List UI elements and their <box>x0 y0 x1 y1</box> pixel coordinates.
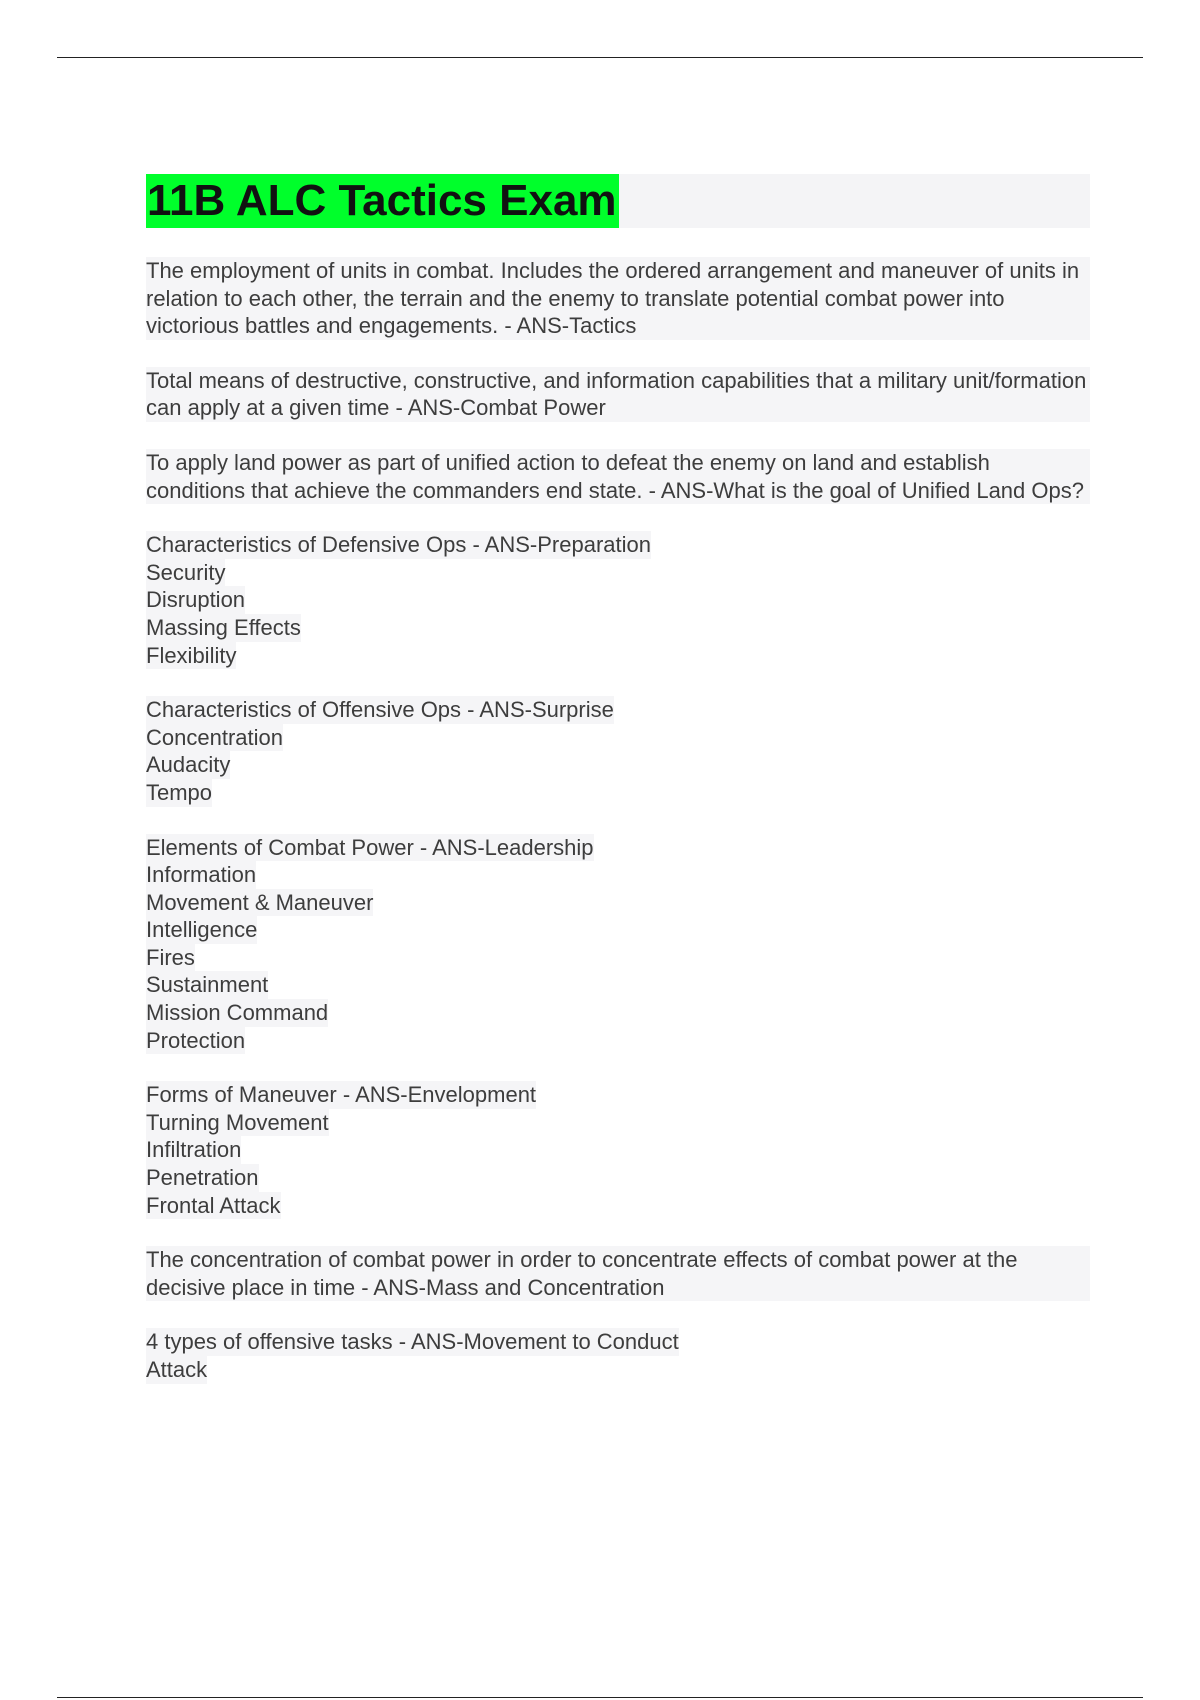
flashcard-answer-item: Information <box>146 862 257 888</box>
flashcard-answer-item: Protection <box>146 1027 246 1053</box>
flashcard <box>146 531 1090 669</box>
bottom-rule <box>57 1697 1143 1698</box>
flashcard-answer-item: Intelligence <box>146 917 258 943</box>
flashcard <box>146 367 1090 422</box>
flashcard-question: 4 types of offensive tasks - ANS-Movement to Conduct <box>146 1329 679 1355</box>
flashcard-answer-item: Turning Movement <box>146 1109 329 1135</box>
flashcard-answer-item: Movement & Maneuver <box>146 889 374 915</box>
flashcard <box>146 449 1090 504</box>
flashcard <box>146 1328 1090 1383</box>
flashcard-answer-item: Audacity <box>146 752 231 778</box>
flashcard <box>146 696 1090 806</box>
flashcard-question: Forms of Maneuver - ANS-Envelopment <box>146 1082 537 1108</box>
flashcard-answer-item: Disruption <box>146 587 246 613</box>
flashcard-answer-item: Tempo <box>146 779 213 805</box>
flashcard-answer-item: Concentration <box>146 724 283 750</box>
document-title: 11B ALC Tactics Exam <box>146 174 619 228</box>
flashcard-question: The employment of units in combat. Includes the ordered arrangement and maneuver of units in relation to each other, the terrain and the enemy to translate potential combat power into victorious battles and engagements. - ANS-Tactics <box>146 257 1090 340</box>
flashcard-answer-item: Frontal Attack <box>146 1192 281 1218</box>
flashcard-question: Elements of Combat Power - ANS-Leadership <box>146 834 594 860</box>
flashcard-answer-item: Sustainment <box>146 972 269 998</box>
flashcard-question: The concentration of combat power in order to concentrate effects of combat power at the decisive place in time - ANS-Mass and Concentration <box>146 1246 1090 1301</box>
document-body <box>146 174 1090 1411</box>
flashcard <box>146 1246 1090 1301</box>
flashcard-question: Total means of destructive, constructive, and information capabilities that a military unit/formation can apply at a given time - ANS-Combat Power <box>146 367 1090 422</box>
flashcard-question: Characteristics of Defensive Ops - ANS-Preparation <box>146 532 651 558</box>
title-bar <box>146 174 1090 228</box>
flashcard <box>146 257 1090 340</box>
flashcard-answer-item: Infiltration <box>146 1137 242 1163</box>
flashcard-question: Characteristics of Offensive Ops - ANS-Surprise <box>146 697 614 723</box>
flashcard <box>146 1081 1090 1219</box>
flashcard-list <box>146 257 1090 1384</box>
flashcard-answer-item: Massing Effects <box>146 614 301 640</box>
flashcard-answer-item: Security <box>146 559 226 585</box>
flashcard-answer-item: Mission Command <box>146 1000 329 1026</box>
flashcard-answer-item: Fires <box>146 944 195 970</box>
flashcard-answer-item: Flexibility <box>146 642 237 668</box>
flashcard-answer-item: Attack <box>146 1357 208 1382</box>
flashcard <box>146 834 1090 1055</box>
flashcard-question: To apply land power as part of unified action to defeat the enemy on land and establish conditions that achieve the commanders end state. - ANS-What is the goal of Unified Land Ops? <box>146 449 1090 504</box>
top-rule <box>57 57 1143 58</box>
flashcard-answer-item: Penetration <box>146 1165 259 1191</box>
